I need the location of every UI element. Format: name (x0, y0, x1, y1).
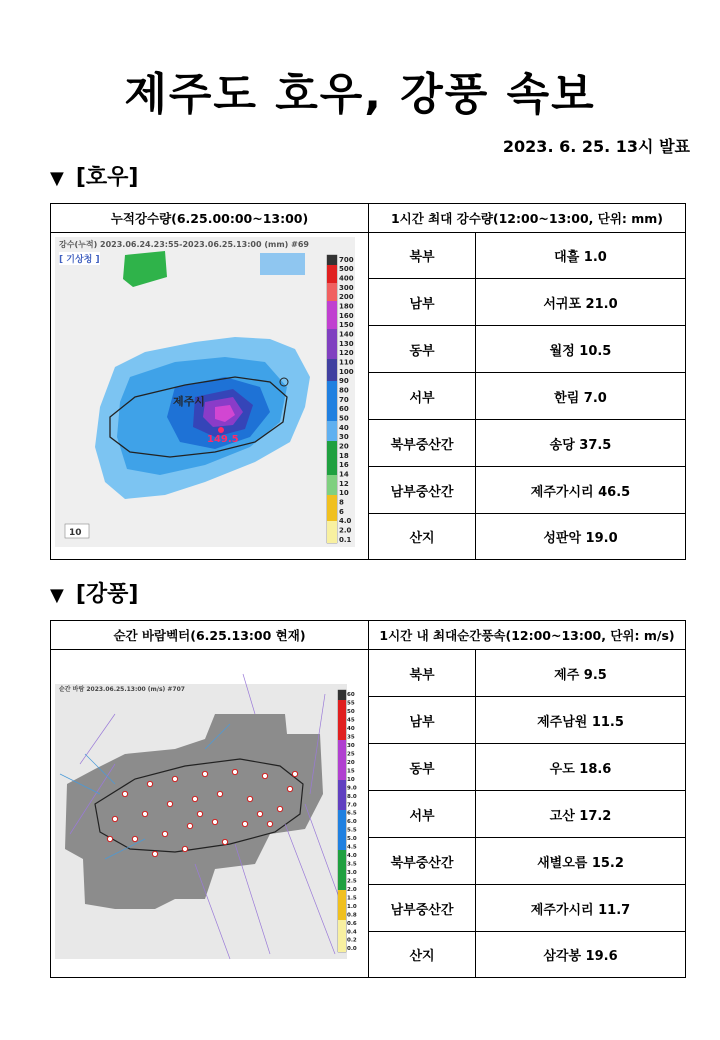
wind-station-marker (212, 819, 217, 824)
rain-legend-label: 300 (339, 283, 354, 292)
rain-legend-label: 500 (339, 265, 354, 274)
rain-legend-label: 90 (339, 377, 349, 386)
wind-legend-label: 50 (347, 709, 355, 716)
rain-row-5-region: 북부중산간 (369, 420, 476, 467)
wind-row-4-region: 서부 (369, 791, 476, 838)
wind-legend-label: 3.5 (347, 861, 357, 868)
wind-table-header: 1시간 내 최대순간풍속(12:00~13:00, 단위: m/s) (369, 621, 686, 650)
triangle-down-icon: ▼ (50, 168, 64, 189)
rain-row-2-region: 남부 (369, 279, 476, 326)
rain-legend-label: 110 (339, 358, 354, 367)
wind-row-1-station: 제주 9.5 (476, 650, 686, 697)
rain-legend-label: 4.0 (339, 517, 352, 526)
rain-row-6-region: 남부중산간 (369, 467, 476, 514)
wind-legend-label: 1.0 (347, 903, 357, 910)
wind-station-marker (182, 846, 187, 851)
wind-station-marker (287, 786, 292, 791)
wind-station-marker (172, 776, 177, 781)
rain-legend-label: 18 (339, 451, 349, 460)
wind-station-marker (142, 811, 147, 816)
rain-legend-label: 80 (339, 386, 349, 395)
wind-row-6-station: 제주가시리 11.7 (476, 885, 686, 932)
wind-station-marker (197, 811, 202, 816)
rain-row-1-region: 북부 (369, 233, 476, 279)
rain-map-peak-label: 149.5 (207, 434, 239, 445)
wind-legend-label: 45 (347, 717, 355, 724)
wind-station-marker (147, 781, 152, 786)
wind-station-marker (162, 831, 167, 836)
wind-station-marker (192, 796, 197, 801)
wind-legend-label: 35 (347, 734, 355, 741)
wind-row-2-region: 남부 (369, 697, 476, 744)
rain-legend-label: 70 (339, 395, 349, 404)
wind-row-7-station: 삼각봉 19.6 (476, 932, 686, 978)
wind-legend-label: 20 (347, 759, 355, 766)
rain-legend-label: 14 (339, 470, 349, 479)
issue-date: 2023. 6. 25. 13시 발표 (502, 137, 690, 156)
wind-legend-label: 6.0 (347, 819, 357, 826)
rain-section-label: [호우] (75, 165, 139, 190)
wind-station-marker (242, 821, 247, 826)
wind-legend-label: 8.0 (347, 793, 357, 800)
wind-legend-label: 0.0 (347, 946, 357, 953)
rain-row-7-region: 산지 (369, 514, 476, 560)
rain-legend-label: 60 (339, 405, 349, 414)
rain-legend-label: 400 (339, 274, 354, 283)
rain-row-3-station: 월정 10.5 (476, 326, 686, 373)
rain-legend-label: 6 (339, 507, 344, 516)
rain-row-2-station: 서귀포 21.0 (476, 279, 686, 326)
rain-map-city-label: 제주시 (173, 395, 205, 408)
wind-row-5-region: 북부중산간 (369, 838, 476, 885)
wind-legend-label: 9.0 (347, 785, 357, 792)
rain-table (50, 203, 686, 560)
wind-row-1-region: 북부 (369, 650, 476, 697)
rain-map (55, 237, 355, 547)
rain-legend-label: 200 (339, 293, 354, 302)
wind-legend-label: 0.4 (347, 929, 357, 936)
rain-legend-label: 180 (339, 302, 354, 311)
wind-station-marker (247, 796, 252, 801)
wind-row-4-station: 고산 17.2 (476, 791, 686, 838)
rain-legend-label: 150 (339, 321, 354, 330)
wind-legend-label: 0.8 (347, 912, 357, 919)
wind-legend-label: 4.0 (347, 853, 357, 860)
rain-map-cell (51, 233, 369, 560)
wind-legend-label: 25 (347, 751, 355, 758)
rain-legend-label: 50 (339, 414, 349, 423)
rain-row-4-region: 서부 (369, 373, 476, 420)
wind-map-header: 순간 바람벡터(6.25.13:00 현재) (51, 621, 369, 650)
triangle-down-icon: ▼ (50, 585, 64, 606)
wind-section-heading (50, 577, 138, 608)
rain-legend-label: 130 (339, 339, 354, 348)
wind-legend-label: 10 (347, 776, 355, 783)
wind-row-6-region: 남부중산간 (369, 885, 476, 932)
wind-row-3-region: 동부 (369, 744, 476, 791)
rain-legend-label: 120 (339, 349, 354, 358)
wind-legend-label: 55 (347, 700, 355, 707)
rain-legend-label: 140 (339, 330, 354, 339)
wind-map-caption: 순간 바람 2023.06.25.13:00 (m/s) #707 (59, 686, 185, 693)
wind-legend-label: 0.2 (347, 937, 357, 944)
rain-row-6-station: 제주가시리 46.5 (476, 467, 686, 514)
wind-legend-label: 7.0 (347, 802, 357, 809)
wind-station-marker (292, 771, 297, 776)
wind-station-marker (202, 771, 207, 776)
rain-row-7-station: 성판악 19.0 (476, 514, 686, 560)
rain-legend-label: 8 (339, 498, 344, 507)
wind-legend-label: 5.0 (347, 836, 357, 843)
rain-legend-label: 10 (339, 489, 349, 498)
wind-station-marker (152, 851, 157, 856)
wind-station-marker (107, 836, 112, 841)
wind-station-marker (267, 821, 272, 826)
rain-map-graphic (55, 237, 355, 547)
rain-legend-label: 2.0 (339, 526, 352, 535)
rain-legend-label: 100 (339, 367, 354, 376)
wind-station-marker (132, 836, 137, 841)
wind-station-marker (187, 823, 192, 828)
wind-legend-label: 2.5 (347, 878, 357, 885)
rain-row-3-region: 동부 (369, 326, 476, 373)
rain-legend-label: 16 (339, 461, 349, 470)
wind-station-marker (257, 811, 262, 816)
wind-legend-label: 40 (347, 726, 355, 733)
wind-station-marker (122, 791, 127, 796)
rain-row-5-station: 송당 37.5 (476, 420, 686, 467)
rain-row-1-station: 대흘 1.0 (476, 233, 686, 279)
rain-section-heading (50, 160, 138, 191)
wind-map-cell (51, 650, 369, 978)
wind-legend-label: 15 (347, 768, 355, 775)
rain-legend-label: 30 (339, 433, 349, 442)
wind-row-7-region: 산지 (369, 932, 476, 978)
wind-station-marker (262, 773, 267, 778)
wind-station-marker (232, 769, 237, 774)
rain-table-header: 1시간 최대 강수량(12:00~13:00, 단위: mm) (369, 204, 686, 233)
wind-map-graphic (55, 654, 355, 964)
wind-row-2-station: 제주남원 11.5 (476, 697, 686, 744)
rain-map-header: 누적강수량(6.25.00:00~13:00) (51, 204, 369, 233)
wind-row-5-station: 새별오름 15.2 (476, 838, 686, 885)
wind-legend-label: 4.5 (347, 844, 357, 851)
rain-row-4-station: 한림 7.0 (476, 373, 686, 420)
rain-legend-label: 40 (339, 423, 349, 432)
wind-legend-label: 2.0 (347, 886, 357, 893)
wind-legend-label: 3.0 (347, 870, 357, 876)
wind-map (55, 654, 355, 964)
page-title: 제주도 호우, 강풍 속보 (124, 69, 596, 120)
wind-station-marker (222, 839, 227, 844)
wind-table (50, 620, 686, 978)
wind-legend-label: 5.5 (347, 827, 357, 834)
wind-row-3-station: 우도 18.6 (476, 744, 686, 791)
wind-station-marker (167, 801, 172, 806)
rain-legend-label: 0.1 (339, 535, 352, 544)
wind-legend-label: 60 (347, 692, 355, 699)
wind-legend-label: 6.5 (347, 810, 357, 817)
rain-legend-label: 700 (339, 255, 354, 264)
rain-map-source: [ 기상청 ] (59, 252, 100, 265)
rain-map-caption: 강수(누적) 2023.06.24.23:55-2023.06.25.13:00 (mm) #69 (59, 240, 309, 249)
rain-map-scale: 10 (69, 528, 82, 538)
wind-legend-label: 1.5 (347, 895, 357, 902)
wind-legend-label: 0.6 (347, 920, 357, 927)
wind-legend-label: 30 (347, 743, 355, 749)
rain-legend-label: 160 (339, 311, 354, 320)
wind-station-marker (217, 791, 222, 796)
rain-legend-label: 20 (339, 442, 349, 451)
wind-section-label: [강풍] (75, 582, 139, 607)
rain-legend-label: 12 (339, 479, 349, 488)
wind-station-marker (277, 806, 282, 811)
wind-station-marker (112, 816, 117, 821)
